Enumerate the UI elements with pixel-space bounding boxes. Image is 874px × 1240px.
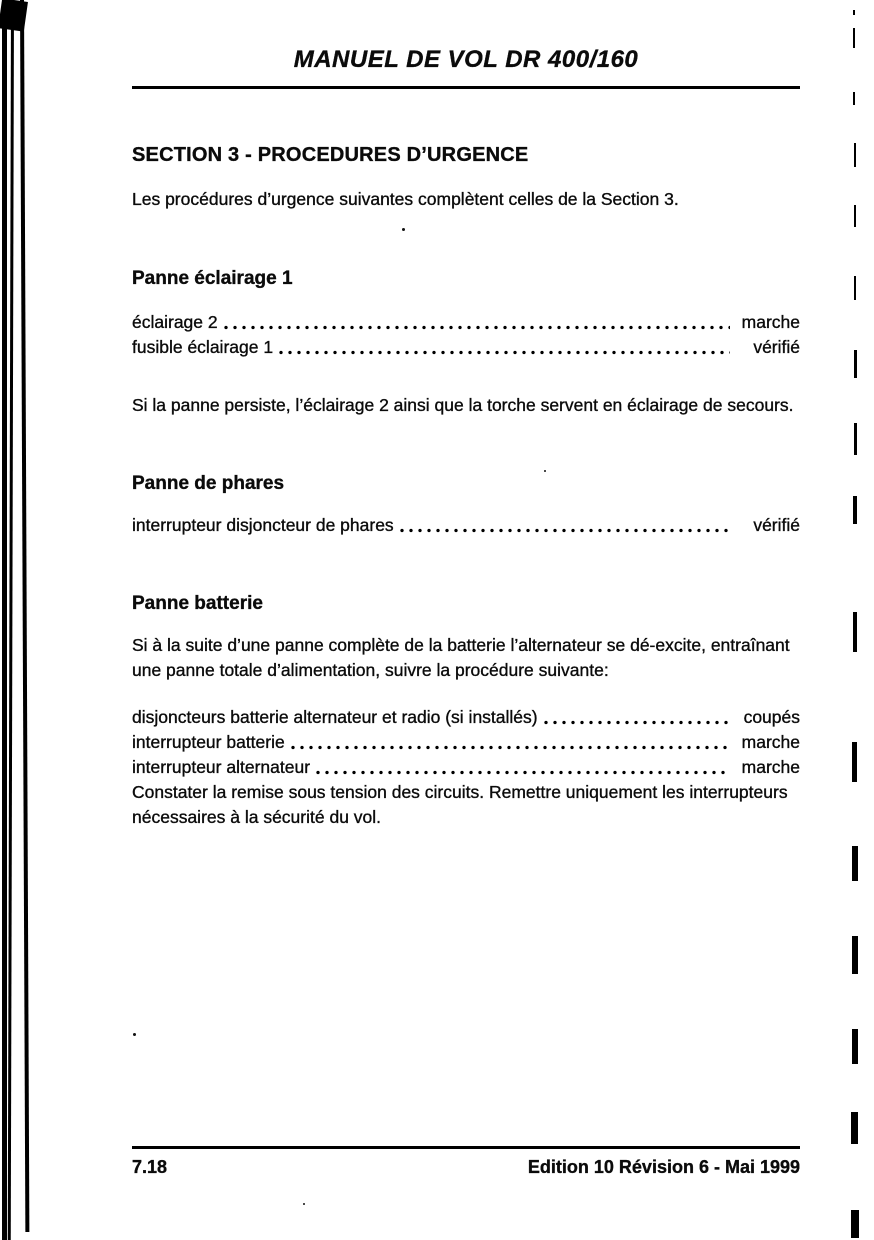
checklist-label: fusible éclairage 1: [132, 337, 274, 357]
leader-dots: [316, 770, 730, 775]
checklist-row: [132, 705, 800, 730]
checklist-value: coupés: [743, 707, 800, 727]
checklist-value: marche: [741, 757, 800, 777]
checklist-row: [132, 335, 800, 360]
checklist-label: interrupteur batterie: [132, 732, 285, 752]
leader-dots: [544, 720, 730, 725]
manual-title: MANUEL DE VOL DR 400/160: [293, 46, 639, 73]
checklist-label: éclairage 2: [132, 312, 218, 332]
footer-edition: Edition 10 Révision 6 - Mai 1999: [527, 1157, 800, 1177]
checklist-value: marche: [741, 312, 800, 332]
page-footer: [132, 1146, 800, 1179]
checklist-value: vérifié: [753, 337, 800, 357]
scan-edge-mark: [852, 1029, 858, 1064]
leader-dots: [279, 350, 730, 355]
section-title: SECTION 3 - PROCEDURES D’URGENCE: [132, 144, 529, 166]
section-intro: Les procédures d’urgence suivantes complètent celles de la Section 3.: [132, 189, 679, 209]
scan-speck: [303, 1203, 305, 1205]
checklist-label: interrupteur alternateur: [132, 757, 311, 777]
header-rule: [132, 86, 800, 89]
checklist-label: interrupteur disjoncteur de phares: [132, 515, 394, 535]
subsection-heading-panne-batterie: Panne batterie: [132, 593, 263, 614]
checklist-value: marche: [741, 732, 800, 752]
subsection-note: Si la panne persiste, l’éclairage 2 ainsi que la torche servent en éclairage de secours.: [132, 395, 794, 415]
subsection-intro: Si à la suite d’une panne complète de la batterie l’alternateur se dé-excite, entraînant une panne totale d’alimentation, suivre la procédure suivante:: [132, 635, 790, 680]
checklist: [132, 705, 800, 780]
leader-dots: [291, 745, 730, 750]
subsection-note: Constater la remise sous tension des circuits. Remettre uniquement les interrupteurs nécessaires à la sécurité du vol.: [132, 782, 788, 827]
checklist-row: [132, 513, 800, 538]
footer-page-number: 7.18: [132, 1157, 168, 1177]
scan-edge-mark: [851, 1112, 858, 1144]
leader-dots: [400, 528, 730, 533]
footer-row: [132, 1155, 800, 1179]
checklist-label: disjoncteurs batterie alternateur et radio (si installés): [132, 707, 538, 727]
scan-speck: [133, 1033, 136, 1036]
subsection-heading-panne-phares: Panne de phares: [132, 473, 285, 494]
checklist-row: [132, 755, 800, 780]
scan-edge-mark: [851, 1210, 859, 1238]
leader-dots: [224, 325, 730, 330]
scan-edge-mark: [852, 846, 858, 881]
checklist-value: vérifié: [753, 515, 800, 535]
subsection-heading-panne-eclairage: Panne éclairage 1: [132, 268, 293, 289]
scan-edge-mark: [852, 936, 858, 974]
checklist: [132, 310, 800, 360]
checklist-row: [132, 310, 800, 335]
checklist: [132, 513, 800, 538]
checklist-row: [132, 730, 800, 755]
footer-rule: [132, 1146, 800, 1149]
